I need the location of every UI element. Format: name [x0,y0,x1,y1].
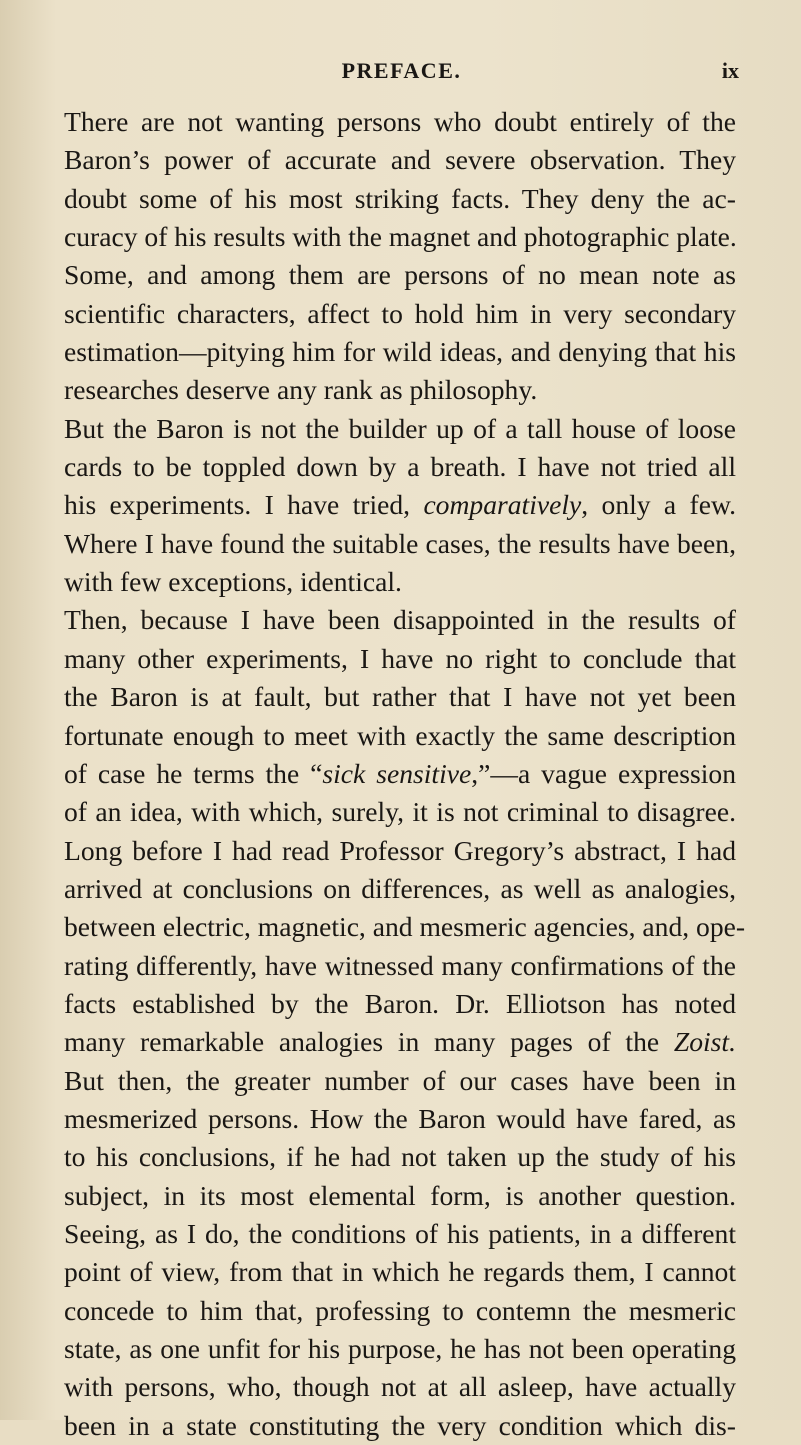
italic-phrase: Zoist. [673,1026,736,1058]
text-line: with few exceptions, identical. [64,566,402,598]
text-line: Long before I had read Professor Gregory’s abstract, I had [64,834,736,866]
body-text [64,103,746,1445]
page-number: ix [721,58,739,83]
text-line: between electric, magnetic, and mesmeric agencies, and, ope- [64,911,746,943]
text-line: many other experiments, I have no right to conclude that [64,642,736,674]
text-line-with-italic [64,486,736,524]
text-line: of an idea, with which, surely, it is not criminal to disagree. [64,796,736,828]
text-line-with-italic [64,1023,736,1061]
running-title: PREFACE. [341,58,462,83]
text-segment: his experiments. I have tried, [64,489,424,521]
text-line: researches deserve any rank as philosophy. [64,374,538,406]
text-line: to his conclusions, if he had not taken up the study of his [64,1141,736,1173]
italic-phrase: sick sensitive [322,757,472,789]
text-line: doubt some of his most striking facts. They deny the ac- [64,182,736,214]
text-line: fortunate enough to meet with exactly the same description [64,719,736,751]
text-line: There are not wanting persons who doubt entirely of the [64,106,736,137]
text-line: Then, because I have been disappointed in the results of [64,604,736,636]
text-line: with persons, who, though not at all asleep, have actually [64,1371,736,1403]
text-line: Baron’s power of accurate and severe observation. They [64,144,736,176]
text-line: the Baron is at fault, but rather that I have not yet been [64,681,736,713]
text-line: Some, and among them are persons of no mean note as [64,259,736,291]
text-line: But the Baron is not the builder up of a tall house of loose [64,412,736,444]
text-segment: ,”—a vague expression [471,757,736,789]
text-segment: of case he terms the “ [64,757,323,789]
text-line: facts established by the Baron. Dr. Elliotson has noted [64,987,736,1019]
text-line: been in a state constituting the very condition which dis- [64,1409,736,1441]
text-segment: many remarkable analogies in many pages of the [64,1026,674,1058]
text-segment: , only a few. [581,489,736,521]
text-line: But then, the greater number of our cases have been in [64,1064,736,1096]
text-line: arrived at conclusions on differences, as well as analogies, [64,872,736,904]
text-line: cards to be toppled down by a breath. I have not tried all [64,451,736,483]
text-line: estimation—pitying him for wild ideas, and denying that his [64,336,736,368]
text-line: rating differently, have witnessed many confirmations of the [64,949,736,981]
text-line-with-italic [64,755,736,793]
text-line: state, as one unfit for his purpose, he has not been operating [64,1333,736,1364]
text-line: scientific characters, affect to hold him in very secondary [64,297,736,329]
text-line: curacy of his results with the magnet and photographic plate. [64,221,737,253]
text-line: Where I have found the suitable cases, the results have been, [64,527,736,559]
running-head [64,58,739,88]
text-line: mesmerized persons. How the Baron would have fared, as [64,1102,736,1134]
italic-phrase: comparatively [423,489,582,521]
text-line: Seeing, as I do, the conditions of his patients, in a different [64,1217,736,1249]
text-line: subject, in its most elemental form, is another question. [64,1179,736,1211]
text-line: point of view, from that in which he regards them, I cannot [64,1256,736,1288]
text-line: concede to him that, professing to contemn the mesmeric [64,1294,736,1326]
